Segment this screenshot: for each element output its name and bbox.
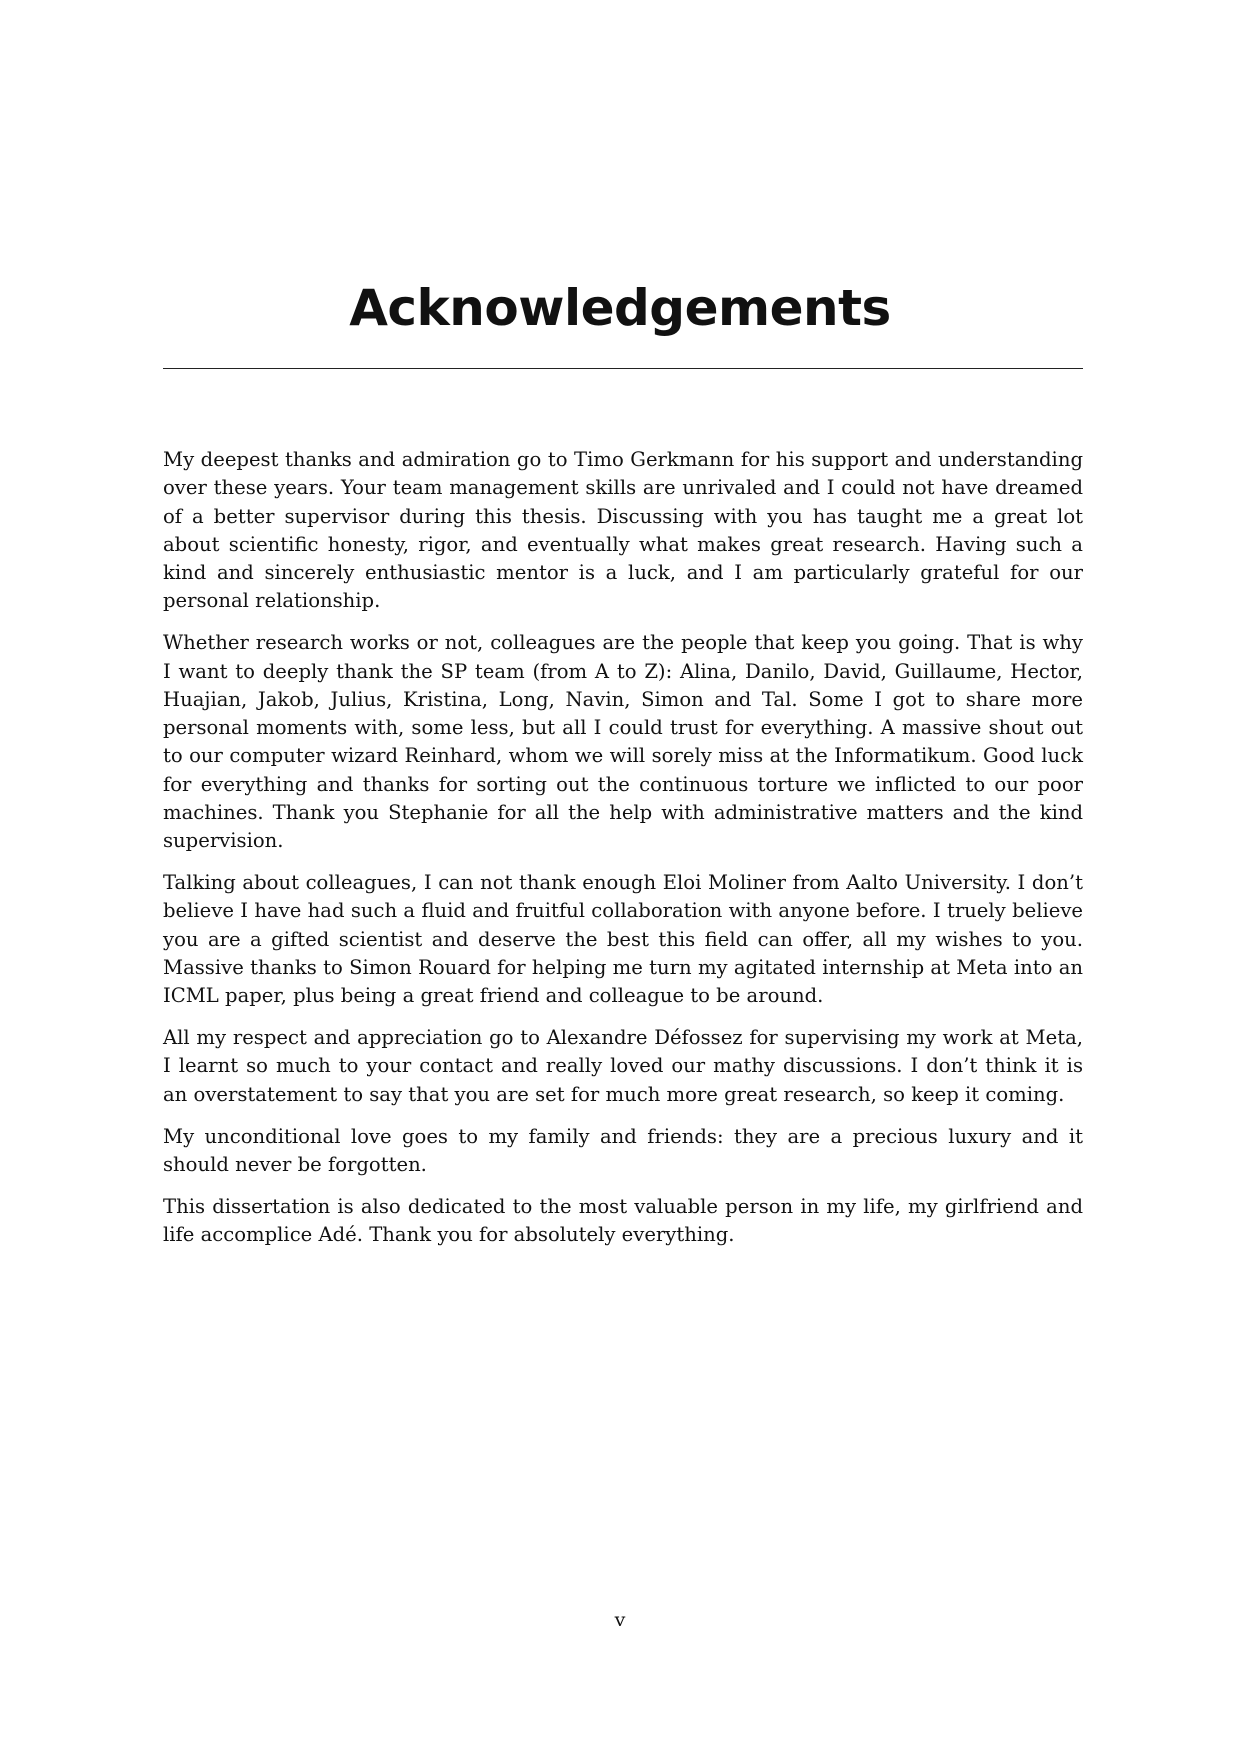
acknowledgements-body [163, 446, 1083, 1263]
title-divider [163, 368, 1083, 369]
paragraph-dedication: This dissertation is also dedicated to the most valuable person in my life, my girlfriend and life accomplice Adé. Thank you for absolutely everything. [163, 1194, 1083, 1246]
paragraph-supervisor: My deepest thanks and admiration go to Timo Gerkmann for his support and understanding over these years. Your team management skills are unrivaled and I could not have dreamed of a better supervisor during this thesis. Discussing with you has taught me a great lot about scientific honesty, rigor, and eventually what makes great research. Having such a kind and sincerely enthusiastic mentor is a luck, and I am particularly grateful for our personal relationship. [163, 448, 1083, 613]
paragraph-family: My unconditional love goes to my family and friends: they are a precious luxury and it should never be forgotten. [163, 1124, 1083, 1176]
paragraph-colleagues: Whether research works or not, colleagues are the people that keep you going. That is why I want to deeply thank the SP team (from A to Z): Alina, Danilo, David, Guillaume, Hector, Huajian, Jakob, Julius, Kristina, Long, Navin, Simon and Tal. Some I got to share more personal moments with, some less, but all I could trust for everything. A massive shout out to our computer wizard Reinhard, whom we will sorely miss at the Informatikum. Good luck for everything and thanks for sorting out the continuous torture we inflicted to our poor machines. Thank you Stephanie for all the help with administrative matters and the kind supervision. [163, 631, 1083, 853]
page-number: v [614, 1609, 626, 1631]
page-title: Acknowledgements [349, 279, 891, 337]
paragraph-meta-supervisor: All my respect and appreciation go to Alexandre Défossez for supervising my work at Meta, I learnt so much to your contact and really loved our mathy discussions. I don’t think it is an overstatement to say that you are set for much more great research, so keep it coming. [163, 1026, 1083, 1106]
paragraph-collaborators: Talking about colleagues, I can not thank enough Eloi Moliner from Aalto University. I don’t believe I have had such a fluid and fruitful collaboration with anyone before. I truely believe you are a gifted scientist and deserve the best this field can offer, all my wishes to you. Massive thanks to Simon Rouard for helping me turn my agitated internship at Meta into an ICML paper, plus being a great friend and colleague to be around. [163, 871, 1083, 1008]
